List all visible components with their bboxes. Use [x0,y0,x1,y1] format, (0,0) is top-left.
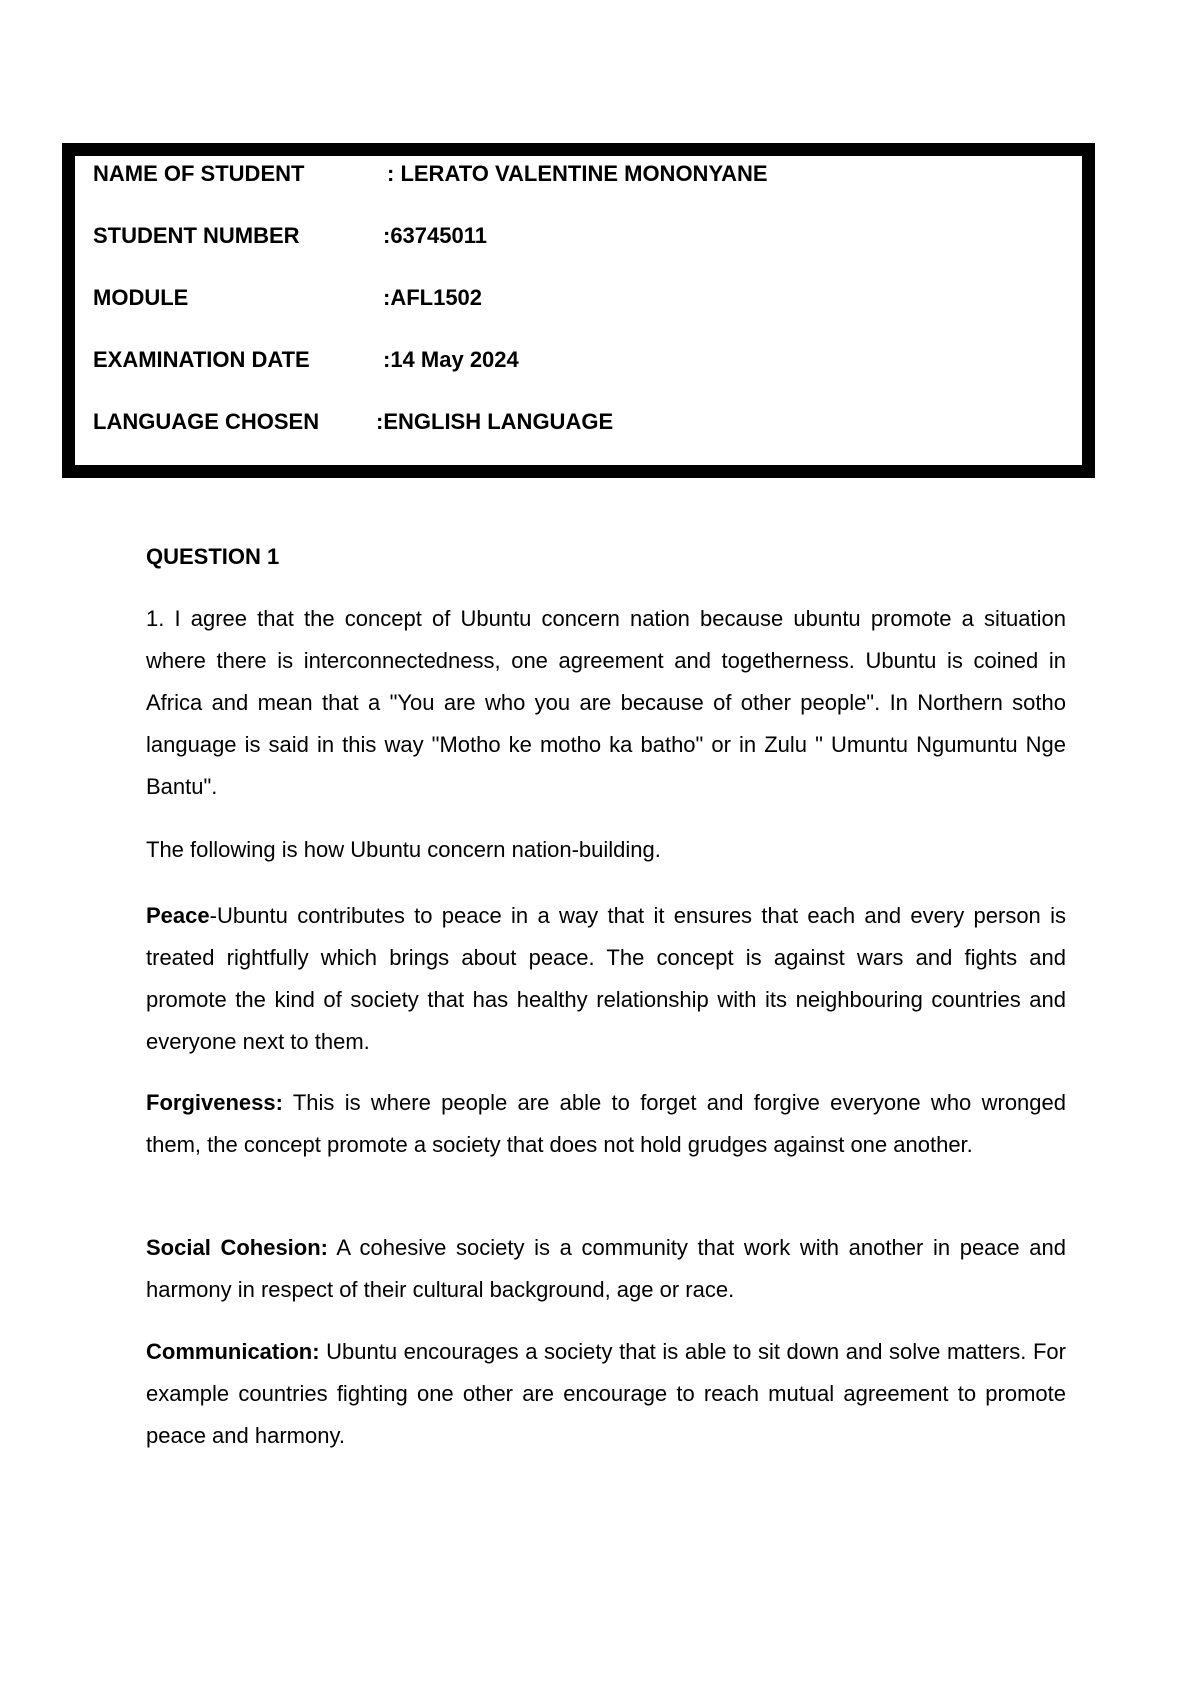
info-value: :63745011 [383,223,487,248]
info-value: :AFL1502 [383,285,483,310]
point-text: This is where people are able to forget and forgive everyone who wronged them, the concept promote a society that does not hold grudges against one another. [146,1090,1066,1157]
info-label: MODULE [93,285,189,310]
info-label: STUDENT NUMBER [93,223,300,248]
point-text: A cohesive society is a community that work with another in peace and harmony in respect of their cultural background, age or race. [146,1235,1066,1302]
intro-paragraph: 1. I agree that the concept of Ubuntu concern nation because ubuntu promote a situation where there is interconnectedness, one agreement and togetherness. Ubuntu is coined in Africa and mean that a "You are who you are because of other people". In Northern sotho language is said in this way "Motho ke motho ka batho" or in Zulu " Umuntu Ngumuntu Nge Bantu". [146,606,1066,799]
point-text: Ubuntu encourages a society that is able to sit down and solve matters. For example countries fighting one other are encourage to reach mutual agreement to promote peace and harmony. [146,1339,1066,1448]
point-term: Peace [146,903,210,928]
point-text: -Ubuntu contributes to peace in a way that it ensures that each and every person is treated rightfully which brings about peace. The concept is against wars and fights and promote the kind of society that has healthy relationship with its neighbouring countries and everyone next to them. [146,903,1066,1054]
point-term: Forgiveness: [146,1090,283,1115]
point-term: Social Cohesion: [146,1235,328,1260]
point-social-cohesion [146,1227,1066,1311]
point-term: Communication: [146,1339,320,1364]
info-value: :14 May 2024 [383,347,519,372]
info-label: EXAMINATION DATE [93,347,310,372]
point-forgiveness [146,1082,1066,1166]
lead-paragraph: The following is how Ubuntu concern nation-building. [146,837,661,862]
info-value: :ENGLISH LANGUAGE [376,409,614,434]
question-heading: QUESTION 1 [146,544,280,569]
info-value: : LERATO VALENTINE MONONYANE [387,161,768,186]
info-label: LANGUAGE CHOSEN [93,409,320,434]
point-communication [146,1331,1066,1457]
point-peace [146,895,1066,1063]
info-label: NAME OF STUDENT [93,161,305,186]
